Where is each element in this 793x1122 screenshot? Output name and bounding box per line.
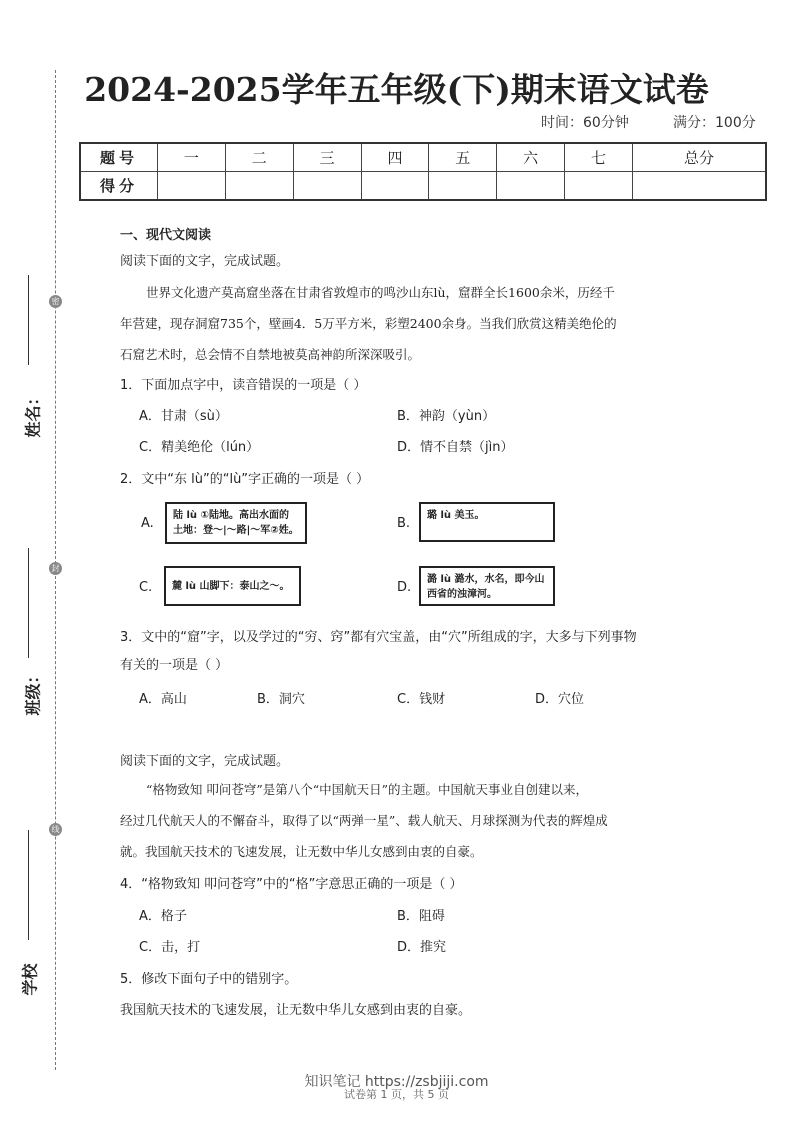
passage-line: 就。我国航天技术的飞速发展，让无数中华儿女感到由衷的自豪。 [120,844,483,859]
score-table-header-row [80,143,766,172]
dictionary-entry-line: 西省的浊漳河。 [427,589,497,600]
dictionary-entry-line: 土地：登～|～路|～军②姓。 [173,525,299,536]
column-4: 四 [361,143,429,172]
dictionary-entry-d[interactable] [419,566,555,606]
school-label: 学校 [20,963,40,996]
question-4-option-a[interactable]: A．格子 [139,909,187,924]
question-4-stem: 4．“格物致知 叩问苍穹”中的“格”字意思正确的一项是（ ） [120,877,463,892]
question-3-option-c[interactable]: C．钱财 [397,692,446,707]
column-total: 总分 [632,143,766,172]
question-1-option-d[interactable]: D．情不自禁（jìn） [397,440,514,455]
dictionary-entry-line: 麓 lù 山脚下：泰山之～。 [172,581,290,592]
question-3-option-b[interactable]: B．洞穴 [257,692,305,707]
reading-instruction: 阅读下面的文字，完成试题。 [120,254,290,269]
score-cell[interactable] [497,172,565,201]
score-cell[interactable] [632,172,766,201]
question-3-stem: 3．文中的“窟”字，以及学过的“穷、窍”都有穴宝盖，由“穴”所组成的字，大多与下列事物 [120,630,637,645]
score-table [79,142,767,201]
section-heading: 一、现代文阅读 [120,228,212,243]
column-2: 二 [225,143,293,172]
question-5-stem: 5．修改下面句子中的错别字。 [120,972,298,987]
question-2-option-c-letter[interactable]: C. [139,580,153,595]
passage-line: 石窟艺术时，总会情不自禁地被莫高神韵所深深吸引。 [120,347,421,362]
dictionary-entry-line: 陆 lù ①陆地。高出水面的 [173,510,289,521]
score-cell[interactable] [225,172,293,201]
question-4-option-b[interactable]: B．阻碍 [397,909,445,924]
name-label: 姓名： [23,389,43,438]
passage-line: 经过几代航天人的不懈奋斗，取得了以“两弹一星”、载人航天、月球探测为代表的辉煌成 [120,813,608,828]
score-cell[interactable] [293,172,361,201]
dictionary-entry-b[interactable] [419,502,555,542]
passage-line: 年营建，现存洞窟735个，壁画4．5万平方米，彩塑2400余身。当我们欣赏这精美绝伦的 [120,316,617,331]
dictionary-entry-a[interactable] [165,502,307,544]
class-label: 班级： [23,667,43,716]
name-fill-line [28,275,29,365]
question-2-option-b-letter[interactable]: B. [397,516,411,531]
seal-mark-mi: 密 [49,295,62,308]
column-6: 六 [497,143,565,172]
reading-instruction: 阅读下面的文字，完成试题。 [120,754,290,769]
question-1-option-c[interactable]: C．精美绝伦（lún） [139,440,260,455]
passage-line: 世界文化遗产莫高窟坐落在甘肃省敦煌市的鸣沙山东lù，窟群全长1600余米，历经千 [146,285,615,300]
question-4-option-c[interactable]: C．击，打 [139,940,201,955]
exam-title: 2024-2025学年五年级(下)期末语文试卷 [84,70,709,109]
question-2-option-a-letter[interactable]: A. [141,516,154,531]
page-number: 试卷第 1 页，共 5 页 [344,1088,449,1101]
score-cell[interactable] [565,172,633,201]
score-cell[interactable] [361,172,429,201]
score-table-score-row [80,172,766,201]
watermark-text: 知识笔记 https://zsbjiji.com [304,1074,489,1090]
question-2-stem: 2．文中“东 lù”的“lù”字正确的一项是（ ） [120,472,370,487]
column-5: 五 [429,143,497,172]
dictionary-entry-c[interactable] [164,566,301,606]
question-2-option-d-letter[interactable]: D. [397,580,412,595]
question-3-stem-continued: 有关的一项是（ ） [120,658,229,673]
dictionary-entry-line: 璐 lù 美玉。 [427,510,485,521]
exam-full-score: 满分：100分 [673,115,756,131]
score-cell[interactable] [429,172,497,201]
dictionary-entry-line: 潞 lù 潞水，水名，即今山 [427,574,545,585]
question-1-option-b[interactable]: B．神韵（yùn） [397,409,496,424]
question-3-option-a[interactable]: A．高山 [139,692,187,707]
question-number-label: 题号 [80,143,158,172]
question-3-option-d[interactable]: D．穴位 [535,692,585,707]
question-1-stem: 1．下面加点字中，读音错误的一项是（ ） [120,378,367,393]
class-fill-line [28,548,29,658]
score-label: 得分 [80,172,158,201]
seal-mark-feng: 封 [49,562,62,575]
question-4-option-d[interactable]: D．推究 [397,940,447,955]
question-5-sentence: 我国航天技术的飞速发展，让无数中华儿女感到由衷的自豪。 [120,1003,472,1018]
question-1-option-a[interactable]: A．甘肃（sù） [139,409,228,424]
column-3: 三 [293,143,361,172]
column-1: 一 [158,143,226,172]
score-cell[interactable] [158,172,226,201]
seal-mark-xian: 线 [49,823,62,836]
column-7: 七 [565,143,633,172]
school-fill-line [28,830,29,940]
exam-time: 时间：60分钟 [541,115,629,131]
passage-line: “格物致知 叩问苍穹”是第八个“中国航天日”的主题。中国航天事业自创建以来， [146,782,589,797]
